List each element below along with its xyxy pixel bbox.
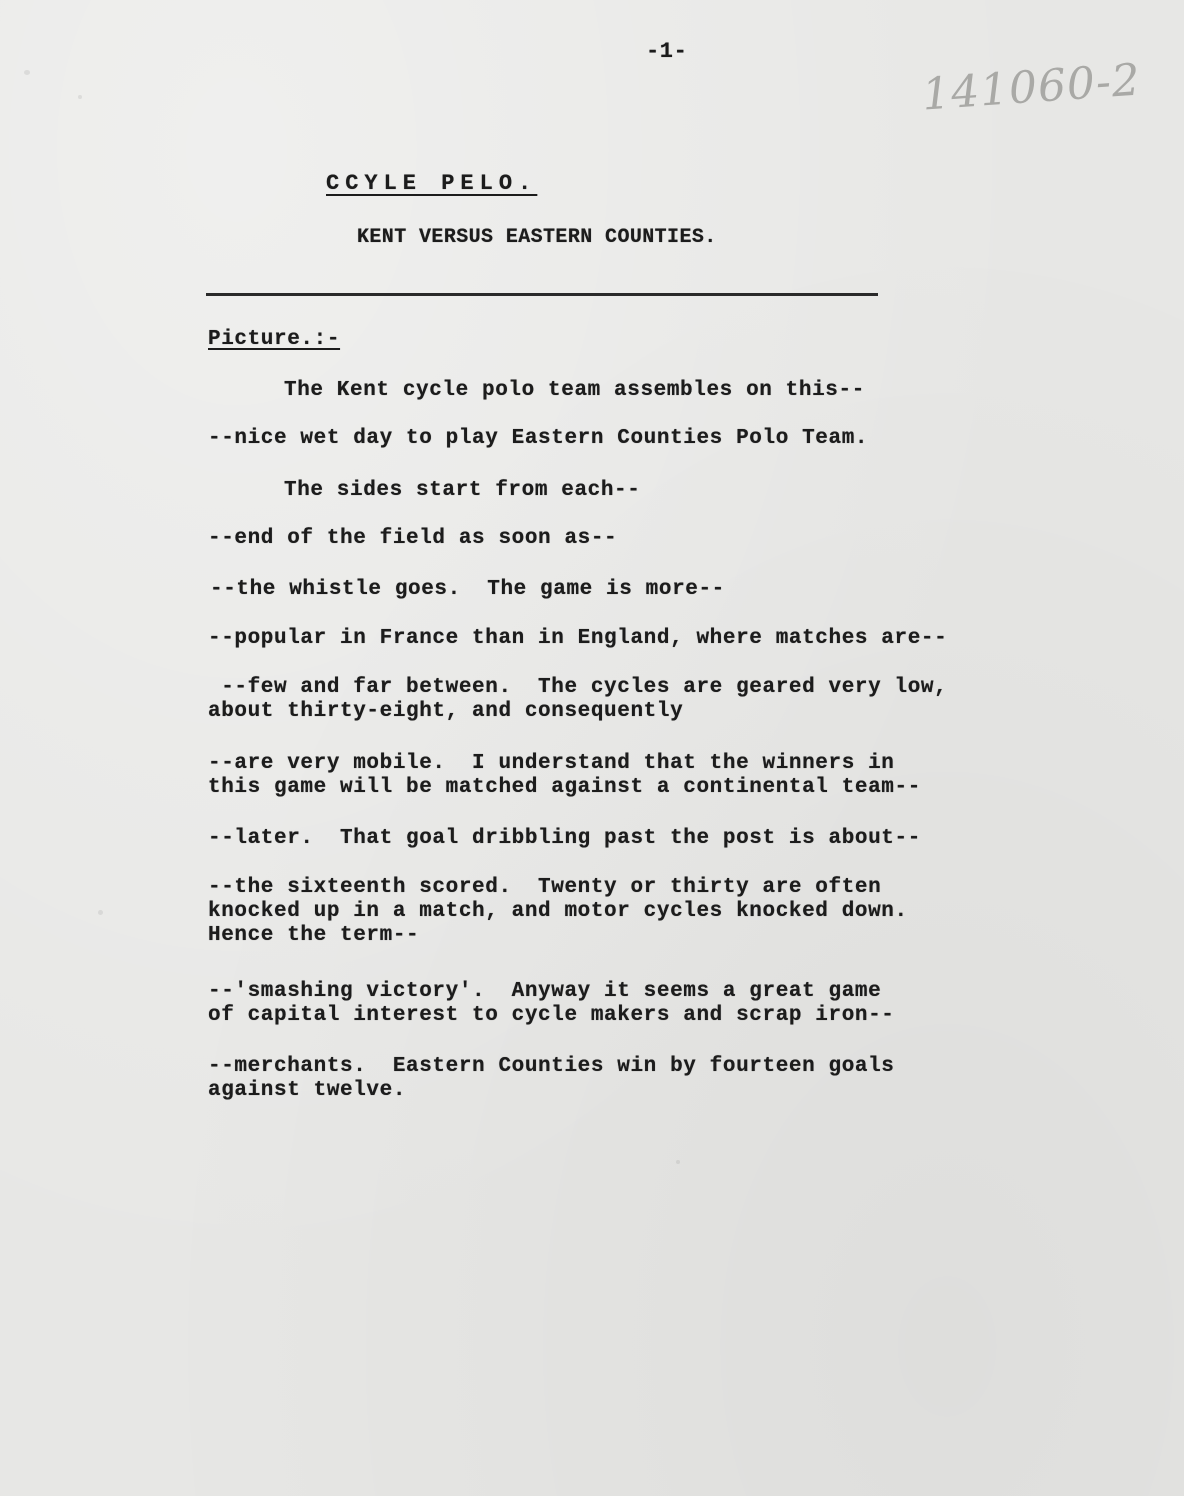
document-subtitle: KENT VERSUS EASTERN COUNTIES. bbox=[357, 226, 717, 249]
text-line: --end of the field as soon as-- bbox=[208, 527, 618, 550]
text-line: The Kent cycle polo team assembles on this-- bbox=[284, 379, 865, 402]
text-line: --popular in France than in England, where matches are-- bbox=[208, 627, 948, 650]
text-paragraph: --'smashing victory'. Anyway it seems a great game of capital interest to cycle makers and scrap iron-- bbox=[208, 980, 895, 1027]
document-title: CCYLE PELO. bbox=[326, 171, 538, 196]
paper-blemish bbox=[676, 1160, 680, 1164]
handwritten-annotation: 141060-2 bbox=[920, 54, 1143, 121]
text-line: --nice wet day to play Eastern Counties Polo Team. bbox=[208, 427, 869, 450]
text-paragraph: --few and far between. The cycles are geared very low, about thirty-eight, and consequently bbox=[208, 676, 948, 723]
section-label: Picture.:- bbox=[208, 328, 341, 351]
text-paragraph: --the sixteenth scored. Twenty or thirty are often knocked up in a match, and motor cycles knocked down. Hence the term-- bbox=[208, 876, 908, 947]
paper-blemish bbox=[78, 95, 82, 99]
text-line: --the whistle goes. The game is more-- bbox=[210, 578, 725, 601]
page-number: -1- bbox=[646, 39, 688, 64]
text-line: The sides start from each-- bbox=[284, 479, 641, 502]
text-paragraph: --merchants. Eastern Counties win by fourteen goals against twelve. bbox=[208, 1055, 895, 1102]
paper-blemish bbox=[98, 910, 103, 915]
horizontal-rule bbox=[206, 293, 878, 296]
paper-blemish bbox=[24, 70, 30, 75]
text-paragraph: --are very mobile. I understand that the winners in this game will be matched against a continental team-- bbox=[208, 752, 921, 799]
text-line: --later. That goal dribbling past the post is about-- bbox=[208, 827, 921, 850]
